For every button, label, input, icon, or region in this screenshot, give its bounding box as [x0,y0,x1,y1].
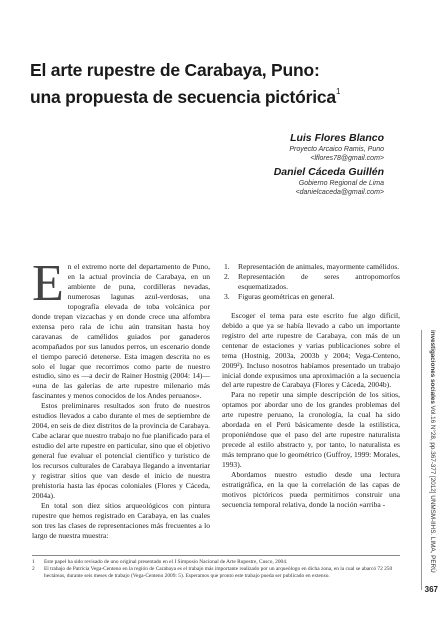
author-1 [134,132,384,163]
left-column [32,255,210,541]
left-paragraph-1-text: n el extremo norte del departamento de Puno, en la actual provincia de Carabaya, en un ambiente de puna, cordilleras nevadas, numerosas lagunas azul-verdosas, una topografía elevada de toba volcánica por donde trepan vizcachas y en donde crece una alfombra extensa pero rala de ichu aún transitan hasta hoy caravanas de camélidos guiados por ganaderos acompañados por sus lanudos perros, un escenario donde el tiempo pareció detenerse. Esta imagen descrita no es solo el lugar que recorrimos como parte de nuestro estudio, sino es —a decir de Rainer Hostnig (2004: 14)— «una de las galerías de arte rupestre milenario más fascinantes y menos conocidos de los Andes peruanos». [32,262,210,401]
list-item-text: Representación de animales, mayormente camélidos. [238,262,400,271]
author-list [134,132,384,197]
list-item [222,262,400,272]
representation-list [222,262,400,302]
list-item-text: Figuras geométricas en general. [238,291,335,301]
footnote-number: 2 [32,566,35,573]
right-paragraph-3: Abordamos nuestro estudio desde una lectura estratigráfica, en la que la correlación de las capas de motivos pictóricos pueda permitirnos construir una secuencia temporal relativa, donde la noción «arriba - [222,470,400,509]
title-footnote-ref: 1 [335,87,341,96]
list-item-number: 2. [224,271,230,281]
journal-name: investigaciones sociales [429,330,436,404]
author-name: Luis Flores Blanco [290,132,384,144]
author-email: <danielcaceda@gmail.com> [295,189,384,196]
author-2 [134,166,384,197]
left-paragraph-3: En total son diez sitios arqueológicos con pintura rupestre que hemos registrado en Carabaya, en las cuales son tres las clases de representaciones más frecuentes a lo largo de nuestra muestra: [32,500,210,540]
footnote-text: Este papel ha sido revisado de uno original presentado en el I Simposio Nacional de Arte Rupestre, Cusco, 2004. [44,559,288,565]
journal-side-tab [421,330,440,590]
right-column [222,262,400,510]
list-item [222,292,400,302]
list-item-number: 3. [224,291,230,301]
author-email: <lflores78@gmail.com> [310,155,384,162]
list-item-number: 1. [224,262,230,271]
footnote-number: 1 [32,559,35,565]
author-name: Daniel Cáceda Guillén [273,166,384,178]
list-item [222,272,400,292]
journal-side-text [426,330,438,590]
footnotes [32,555,400,581]
left-paragraph-2: Estos preliminares resultados son fruto de nuestros estudios llevados a cabo durante el mes de septiembre de 2004, en seis de diez distritos de la provincia de Carabaya. Cabe aclarar que nuestro trabajo no fue planificado para el estudio del arte rupestre en particular, sino que el objetivo general fue evaluar el potencial científico y turístico de los recursos culturales de Carabaya llegando a inventariar y registrar sitios que van desde el inicio de nuestra prehistoria hasta las épocas coloniales (Flores y Cáceda, 2004a). [32,401,210,500]
title-line-2 [30,81,390,108]
right-paragraph-2: Para no repetir una simple descripción de los sitios, optamos por abordar uno de los grandes problemas del arte rupestre peruano, la cronología, la cual ha sido abordada en el Perú básicamente desde la estilística, proponiéndose que el paso del arte rupestre naturalista precede al estilo abstracto y, por tanto, lo naturalista es más temprano que lo geométrico (Guffroy, 1999: Morales, 1993). [222,390,400,470]
footnote-text: El trabajo de Patricia Vega-Centeno en la región de Carabaya es el trabajo más importante realizado por un arqueólogo en dicha zona, en la cual se abarcó 72 250 hectáreas, durante seis meses de trabajo (Vega-Centeno 2009: 5). Esperamos que pronto este trabajo pueda ser publicado en extenso. [44,566,393,580]
footnote-1 [32,559,400,566]
left-paragraph-1 [32,255,210,401]
list-item-text: Representación de seres antropomorfos esquematizados. [238,271,400,291]
journal-issue-info: Vol.16 N°28, pp.367-377 [2012] UNMSM-IIHS. LIMA, PERÚ [429,405,436,573]
title-line-2-text: una propuesta de secuencia pictórica [30,87,336,107]
title-line-1: El arte rupestre de Carabaya, Puno: [30,60,320,80]
footnote-2 [32,566,400,580]
right-paragraph-1: Escoger el tema para este escrito fue algo difícil, debido a que ya se había llevado a cabo un importante registro del arte rupestre de Carabaya, con más de un centenar de estaciones y varias publicaciones sobre el tema (Hostnig, 2003a, 2003b y 2004; Vega-Centeno, 2009²). Incluso nosotros habíamos presentado un trabajo inicial donde expusimos una aproximación a la secuencia del arte rupestre de Carabaya (Flores y Cáceda, 2004b). [222,310,400,390]
author-affiliation: Proyecto Arcaico Ramis, Puno [289,146,384,153]
article-title [30,60,390,108]
author-affiliation: Gobierno Regional de Lima [298,180,384,187]
drop-cap: E [32,255,64,312]
page-number: 367 [424,585,438,594]
